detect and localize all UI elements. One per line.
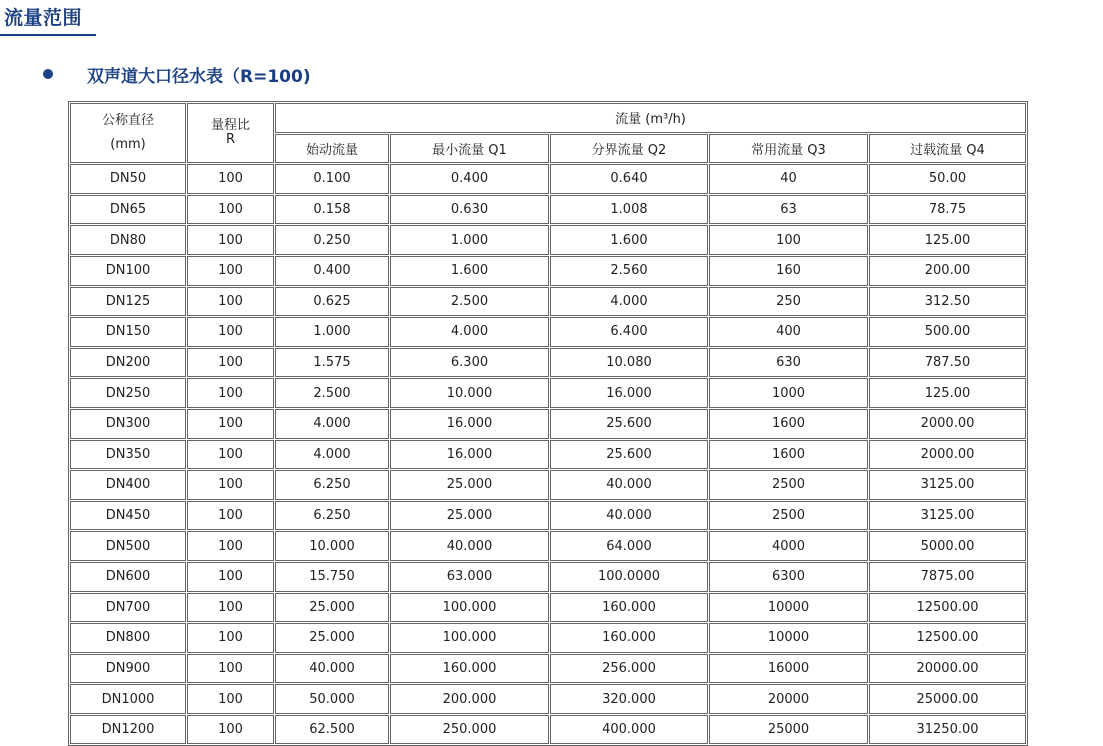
cell-permanent-flow: 250 <box>709 287 868 317</box>
cell-min-flow: 200.000 <box>390 684 549 714</box>
cell-start-flow: 25.000 <box>275 623 389 653</box>
cell-min-flow: 16.000 <box>390 440 549 470</box>
header-nominal-diameter-unit: (mm) <box>110 137 146 153</box>
cell-permanent-flow: 2500 <box>709 501 868 531</box>
cell-overload-flow: 500.00 <box>869 317 1026 347</box>
cell-min-flow: 250.000 <box>390 715 549 745</box>
cell-nominal-diameter: DN700 <box>70 593 186 623</box>
cell-nominal-diameter: DN500 <box>70 531 186 561</box>
cell-overload-flow: 2000.00 <box>869 409 1026 439</box>
cell-start-flow: 4.000 <box>275 409 389 439</box>
cell-permanent-flow: 20000 <box>709 684 868 714</box>
cell-ratio: 100 <box>187 654 274 684</box>
cell-min-flow: 0.400 <box>390 164 549 194</box>
cell-overload-flow: 7875.00 <box>869 562 1026 592</box>
cell-transition-flow: 64.000 <box>550 531 708 561</box>
cell-overload-flow: 200.00 <box>869 256 1026 286</box>
table-row <box>70 378 1026 408</box>
cell-nominal-diameter: DN600 <box>70 562 186 592</box>
cell-ratio: 100 <box>187 531 274 561</box>
cell-nominal-diameter: DN65 <box>70 195 186 225</box>
cell-ratio: 100 <box>187 440 274 470</box>
cell-min-flow: 10.000 <box>390 378 549 408</box>
cell-overload-flow: 50.00 <box>869 164 1026 194</box>
header-nominal-diameter-label: 公称直径 <box>101 113 154 129</box>
cell-transition-flow: 1.008 <box>550 195 708 225</box>
cell-transition-flow: 4.000 <box>550 287 708 317</box>
cell-overload-flow: 31250.00 <box>869 715 1026 745</box>
cell-transition-flow: 25.600 <box>550 440 708 470</box>
table-row <box>70 409 1026 439</box>
header-nominal-diameter <box>70 103 186 163</box>
table-row <box>70 256 1026 286</box>
cell-permanent-flow: 1000 <box>709 378 868 408</box>
cell-start-flow: 25.000 <box>275 593 389 623</box>
cell-ratio: 100 <box>187 501 274 531</box>
cell-start-flow: 1.000 <box>275 317 389 347</box>
cell-ratio: 100 <box>187 409 274 439</box>
cell-permanent-flow: 40 <box>709 164 868 194</box>
cell-nominal-diameter: DN1000 <box>70 684 186 714</box>
cell-min-flow: 16.000 <box>390 409 549 439</box>
cell-overload-flow: 25000.00 <box>869 684 1026 714</box>
cell-overload-flow: 787.50 <box>869 348 1026 378</box>
cell-transition-flow: 25.600 <box>550 409 708 439</box>
cell-start-flow: 62.500 <box>275 715 389 745</box>
table-row <box>70 440 1026 470</box>
cell-nominal-diameter: DN350 <box>70 440 186 470</box>
cell-permanent-flow: 25000 <box>709 715 868 745</box>
cell-transition-flow: 256.000 <box>550 654 708 684</box>
cell-overload-flow: 20000.00 <box>869 654 1026 684</box>
table-row <box>70 715 1026 745</box>
cell-nominal-diameter: DN200 <box>70 348 186 378</box>
cell-transition-flow: 6.400 <box>550 317 708 347</box>
cell-start-flow: 6.250 <box>275 470 389 500</box>
cell-min-flow: 100.000 <box>390 593 549 623</box>
cell-permanent-flow: 10000 <box>709 623 868 653</box>
cell-start-flow: 0.158 <box>275 195 389 225</box>
cell-ratio: 100 <box>187 378 274 408</box>
cell-ratio: 100 <box>187 470 274 500</box>
cell-ratio: 100 <box>187 164 274 194</box>
cell-start-flow: 10.000 <box>275 531 389 561</box>
cell-start-flow: 2.500 <box>275 378 389 408</box>
cell-nominal-diameter: DN1200 <box>70 715 186 745</box>
table-row <box>70 225 1026 255</box>
cell-permanent-flow: 10000 <box>709 593 868 623</box>
cell-permanent-flow: 2500 <box>709 470 868 500</box>
cell-permanent-flow: 160 <box>709 256 868 286</box>
cell-ratio: 100 <box>187 348 274 378</box>
cell-min-flow: 100.000 <box>390 623 549 653</box>
cell-overload-flow: 312.50 <box>869 287 1026 317</box>
cell-start-flow: 4.000 <box>275 440 389 470</box>
cell-permanent-flow: 4000 <box>709 531 868 561</box>
cell-min-flow: 25.000 <box>390 470 549 500</box>
cell-ratio: 100 <box>187 684 274 714</box>
cell-ratio: 100 <box>187 195 274 225</box>
subsection-heading <box>43 60 311 88</box>
cell-overload-flow: 3125.00 <box>869 470 1026 500</box>
cell-nominal-diameter: DN125 <box>70 287 186 317</box>
cell-permanent-flow: 400 <box>709 317 868 347</box>
table-row <box>70 348 1026 378</box>
cell-ratio: 100 <box>187 287 274 317</box>
cell-start-flow: 0.400 <box>275 256 389 286</box>
cell-min-flow: 63.000 <box>390 562 549 592</box>
cell-overload-flow: 2000.00 <box>869 440 1026 470</box>
cell-start-flow: 1.575 <box>275 348 389 378</box>
header-ratio-symbol: R <box>225 132 236 148</box>
cell-nominal-diameter: DN50 <box>70 164 186 194</box>
cell-min-flow: 2.500 <box>390 287 549 317</box>
header-permanent-flow: 常用流量 Q3 <box>709 134 868 164</box>
cell-min-flow: 40.000 <box>390 531 549 561</box>
cell-min-flow: 25.000 <box>390 501 549 531</box>
cell-overload-flow: 125.00 <box>869 225 1026 255</box>
header-ratio <box>187 103 274 163</box>
header-transition-flow: 分界流量 Q2 <box>550 134 708 164</box>
cell-nominal-diameter: DN100 <box>70 256 186 286</box>
cell-overload-flow: 5000.00 <box>869 531 1026 561</box>
cell-nominal-diameter: DN300 <box>70 409 186 439</box>
cell-permanent-flow: 1600 <box>709 440 868 470</box>
flow-range-table-wrapper <box>68 101 1028 746</box>
cell-ratio: 100 <box>187 562 274 592</box>
table-header-row <box>70 103 1026 133</box>
cell-min-flow: 1.000 <box>390 225 549 255</box>
cell-nominal-diameter: DN80 <box>70 225 186 255</box>
cell-transition-flow: 16.000 <box>550 378 708 408</box>
cell-start-flow: 50.000 <box>275 684 389 714</box>
cell-permanent-flow: 16000 <box>709 654 868 684</box>
cell-start-flow: 0.625 <box>275 287 389 317</box>
cell-ratio: 100 <box>187 593 274 623</box>
cell-min-flow: 0.630 <box>390 195 549 225</box>
table-row <box>70 164 1026 194</box>
table-row <box>70 684 1026 714</box>
cell-permanent-flow: 63 <box>709 195 868 225</box>
cell-start-flow: 0.250 <box>275 225 389 255</box>
cell-transition-flow: 40.000 <box>550 470 708 500</box>
cell-overload-flow: 12500.00 <box>869 593 1026 623</box>
cell-nominal-diameter: DN250 <box>70 378 186 408</box>
table-row <box>70 470 1026 500</box>
cell-min-flow: 6.300 <box>390 348 549 378</box>
table-row <box>70 623 1026 653</box>
cell-transition-flow: 160.000 <box>550 593 708 623</box>
cell-overload-flow: 3125.00 <box>869 501 1026 531</box>
cell-ratio: 100 <box>187 623 274 653</box>
bullet-icon <box>43 69 53 79</box>
cell-transition-flow: 40.000 <box>550 501 708 531</box>
cell-min-flow: 1.600 <box>390 256 549 286</box>
cell-permanent-flow: 100 <box>709 225 868 255</box>
section-heading <box>0 0 96 36</box>
header-min-flow: 最小流量 Q1 <box>390 134 549 164</box>
cell-overload-flow: 78.75 <box>869 195 1026 225</box>
cell-ratio: 100 <box>187 256 274 286</box>
header-start-flow: 始动流量 <box>275 134 389 164</box>
cell-transition-flow: 2.560 <box>550 256 708 286</box>
header-overload-flow: 过载流量 Q4 <box>869 134 1026 164</box>
cell-start-flow: 6.250 <box>275 501 389 531</box>
cell-nominal-diameter: DN150 <box>70 317 186 347</box>
header-flow-group: 流量 (m³/h) <box>275 103 1026 133</box>
cell-permanent-flow: 6300 <box>709 562 868 592</box>
table-row <box>70 317 1026 347</box>
table-row <box>70 654 1026 684</box>
cell-transition-flow: 160.000 <box>550 623 708 653</box>
cell-nominal-diameter: DN450 <box>70 501 186 531</box>
section-title: 流量范围 <box>4 7 83 29</box>
flow-range-table <box>68 101 1028 746</box>
cell-overload-flow: 125.00 <box>869 378 1026 408</box>
cell-transition-flow: 320.000 <box>550 684 708 714</box>
cell-start-flow: 0.100 <box>275 164 389 194</box>
cell-transition-flow: 1.600 <box>550 225 708 255</box>
cell-transition-flow: 10.080 <box>550 348 708 378</box>
cell-min-flow: 160.000 <box>390 654 549 684</box>
cell-start-flow: 15.750 <box>275 562 389 592</box>
cell-permanent-flow: 630 <box>709 348 868 378</box>
cell-start-flow: 40.000 <box>275 654 389 684</box>
table-row <box>70 195 1026 225</box>
table-row <box>70 531 1026 561</box>
cell-transition-flow: 100.0000 <box>550 562 708 592</box>
table-row <box>70 562 1026 592</box>
cell-nominal-diameter: DN900 <box>70 654 186 684</box>
header-ratio-label: 量程比 <box>210 118 250 134</box>
cell-min-flow: 4.000 <box>390 317 549 347</box>
table-row <box>70 593 1026 623</box>
cell-permanent-flow: 1600 <box>709 409 868 439</box>
cell-transition-flow: 0.640 <box>550 164 708 194</box>
cell-transition-flow: 400.000 <box>550 715 708 745</box>
cell-ratio: 100 <box>187 225 274 255</box>
cell-overload-flow: 12500.00 <box>869 623 1026 653</box>
table-row <box>70 287 1026 317</box>
cell-nominal-diameter: DN400 <box>70 470 186 500</box>
cell-nominal-diameter: DN800 <box>70 623 186 653</box>
cell-ratio: 100 <box>187 317 274 347</box>
subsection-title: 双声道大口径水表（R=100) <box>87 66 311 87</box>
cell-ratio: 100 <box>187 715 274 745</box>
table-row <box>70 501 1026 531</box>
